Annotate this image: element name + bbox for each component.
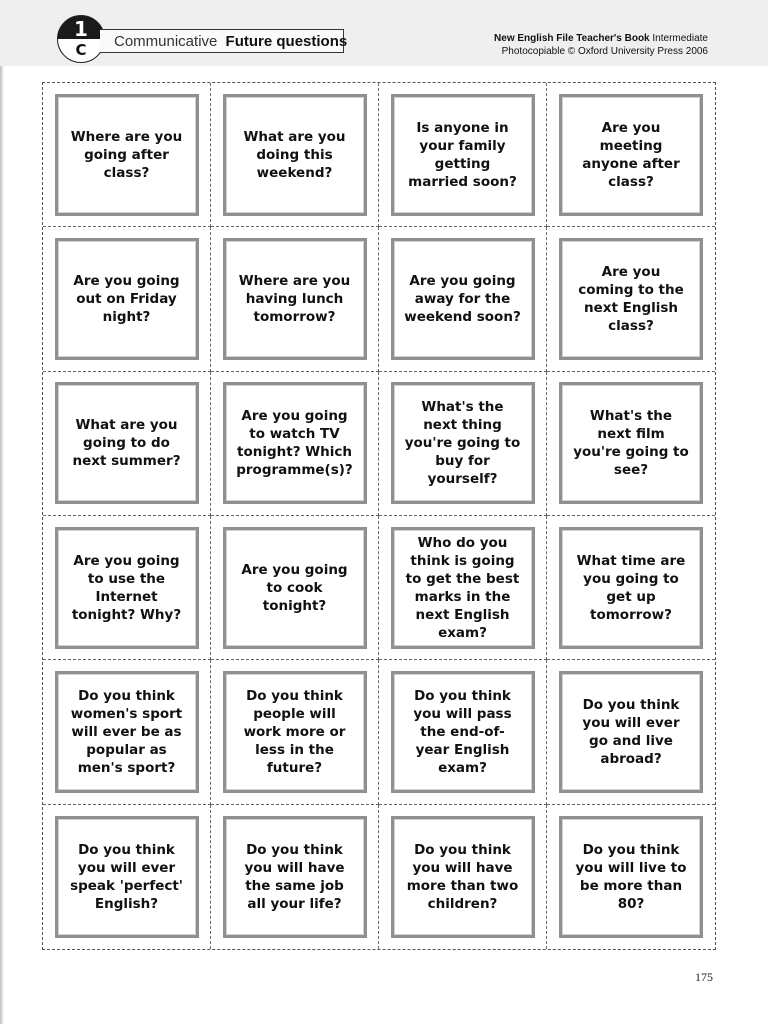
question-text: Do you think you will ever speak 'perfect' English? — [70, 841, 183, 912]
card-cell — [43, 372, 211, 516]
title-main: Future questions — [225, 33, 348, 50]
question-text: Do you think you will live to be more than 80? — [575, 841, 687, 912]
question-card — [391, 527, 535, 649]
page-number: 175 — [695, 970, 713, 984]
question-card — [391, 671, 535, 793]
question-text: Do you think women's sport will ever be as popular as men's sport? — [70, 687, 183, 776]
question-text: Do you think you will ever go and live abroad? — [582, 696, 680, 767]
question-text: Who do you think is going to get the best marks in the next English exam? — [405, 534, 520, 641]
title-type: Communicative — [114, 33, 218, 50]
question-text: Are you going to use the Internet tonight? Why? — [71, 552, 182, 623]
question-text: What's the next thing you're going to buy for yourself? — [404, 399, 521, 488]
card-cell — [379, 516, 547, 660]
question-text: Do you think you will have more than two children? — [406, 841, 519, 912]
question-card — [223, 671, 367, 793]
card-cell — [547, 516, 715, 660]
question-card — [55, 238, 199, 360]
card-cell — [211, 516, 379, 660]
question-card — [55, 816, 199, 938]
question-text: Where are you having lunch tomorrow? — [238, 272, 351, 325]
card-cell — [547, 660, 715, 804]
worksheet-title — [100, 29, 348, 53]
question-card — [223, 382, 367, 504]
card-cell — [379, 83, 547, 227]
question-card — [223, 238, 367, 360]
unit-badge — [57, 15, 105, 63]
question-card — [55, 382, 199, 504]
question-card — [55, 94, 199, 216]
question-card — [391, 94, 535, 216]
question-text: Is anyone in your family getting married soon? — [408, 119, 517, 190]
card-grid — [42, 82, 716, 950]
question-text: What are you going to do next summer? — [72, 417, 181, 470]
question-card — [559, 671, 703, 793]
question-text: Do you think people will work more or less in the future? — [243, 687, 346, 776]
card-cell — [211, 227, 379, 371]
card-cell — [547, 227, 715, 371]
unit-letter: C — [75, 41, 87, 59]
question-card — [391, 238, 535, 360]
card-cell — [43, 660, 211, 804]
card-cell — [43, 805, 211, 949]
card-cell — [379, 227, 547, 371]
copyright-line: Photocopiable © Oxford University Press 2006 — [501, 46, 708, 57]
question-card — [391, 382, 535, 504]
card-cell — [547, 83, 715, 227]
question-card — [55, 671, 199, 793]
question-text: Where are you going after class? — [70, 128, 183, 181]
question-text: Do you think you will pass the end-of- year English exam? — [413, 687, 512, 776]
question-card — [559, 94, 703, 216]
question-card — [55, 527, 199, 649]
book-line — [494, 32, 708, 45]
card-cell — [211, 660, 379, 804]
book-title: New English File Teacher's Book — [494, 33, 650, 44]
card-cell — [547, 805, 715, 949]
card-cell — [211, 83, 379, 227]
question-text: What are you doing this weekend? — [243, 128, 346, 181]
publication-info — [494, 32, 708, 58]
question-text: Are you going to cook tonight? — [241, 561, 348, 614]
card-cell — [43, 83, 211, 227]
question-text: What time are you going to get up tomorrow? — [576, 552, 686, 623]
card-cell — [379, 805, 547, 949]
question-text: Do you think you will have the same job all your life? — [244, 841, 345, 912]
question-text: Are you meeting anyone after class? — [582, 119, 680, 190]
page-edge-shadow — [0, 0, 4, 1024]
card-cell — [43, 227, 211, 371]
question-card — [559, 527, 703, 649]
question-card — [391, 816, 535, 938]
question-card — [559, 238, 703, 360]
question-card — [223, 816, 367, 938]
question-text: What's the next film you're going to see? — [573, 408, 689, 479]
question-text: Are you going away for the weekend soon? — [404, 272, 521, 325]
card-cell — [547, 372, 715, 516]
question-card — [223, 527, 367, 649]
card-cell — [211, 805, 379, 949]
card-cell — [43, 516, 211, 660]
book-level: Intermediate — [649, 33, 708, 44]
question-text: Are you going to watch TV tonight? Which programme(s)? — [236, 408, 353, 479]
unit-number: 1 — [74, 17, 88, 41]
question-text: Are you coming to the next English class? — [578, 263, 684, 334]
question-card — [223, 94, 367, 216]
question-card — [559, 816, 703, 938]
card-cell — [379, 660, 547, 804]
question-card — [559, 382, 703, 504]
card-cell — [379, 372, 547, 516]
question-text: Are you going out on Friday night? — [73, 272, 180, 325]
card-cell — [211, 372, 379, 516]
